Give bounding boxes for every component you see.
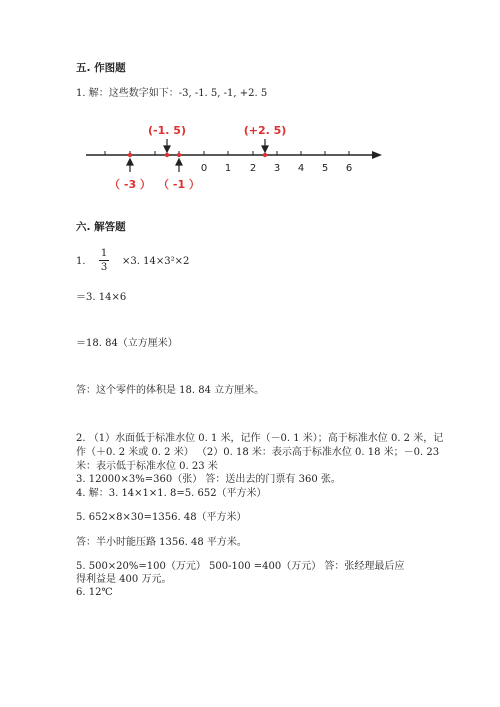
answer-6-4: 4. 解：3. 14×1×1. 8=5. 652（平方米） bbox=[76, 488, 267, 499]
answer-6-5b-line1: 5. 500×20%=100（万元） 500-100 =400（万元） 答：张经理最后应 bbox=[76, 561, 405, 572]
point-neg3 bbox=[128, 153, 132, 157]
tick-label-1: 1 bbox=[224, 163, 232, 174]
arrow-up-icon bbox=[127, 159, 133, 165]
answer-6-1-number: 1. bbox=[76, 256, 86, 267]
tick-label-3: 3 bbox=[273, 163, 281, 174]
arrow-down-icon bbox=[164, 146, 170, 152]
point-neg1 bbox=[177, 153, 181, 157]
tick-label-4: 4 bbox=[297, 163, 305, 174]
section-5-title: 五. 作图题 bbox=[76, 62, 126, 74]
tick-label-2: 2 bbox=[249, 163, 257, 174]
answer-6-5b-line2: 得利益是 400 万元。 bbox=[76, 574, 172, 585]
answer-6-1-step2: ＝18. 84（立方厘米） bbox=[76, 338, 178, 349]
number-line-arrow-icon bbox=[372, 151, 382, 159]
answer-6-2-line2: 作（＋0. 2 米或 0. 2 米） （2）0. 18 米：表示高于标准水位 0. 18 米；－0. 23 bbox=[76, 447, 440, 458]
fraction-denominator: 3 bbox=[100, 262, 108, 273]
tick-label-0: 0 bbox=[200, 163, 208, 174]
answer-6-1-expression: ×3. 14×3²×2 bbox=[122, 256, 190, 267]
label-pos2-5: (+2. 5) bbox=[243, 124, 287, 137]
answer-6-2-line1: 2. （1）水面低于标准水位 0. 1 米，记作（－0. 1 米）；高于标准水位 0. 2 米，记 bbox=[76, 433, 444, 444]
answer-6-5a-conclusion: 答：半小时能压路 1356. 48 平方米。 bbox=[76, 537, 247, 548]
fraction-bar bbox=[99, 260, 109, 261]
arrow-down-icon bbox=[262, 146, 268, 152]
number-line-figure bbox=[84, 120, 394, 200]
label-neg1-5: (-1. 5) bbox=[148, 124, 186, 137]
answer-6-2-line3: 米：表示低于标准水位 0. 23 米 bbox=[76, 461, 218, 472]
tick-label-6: 6 bbox=[345, 163, 353, 174]
section-6-title: 六. 解答题 bbox=[76, 221, 126, 233]
answer-6-3: 3. 12000×3%=360（张） 答：送出去的门票有 360 张。 bbox=[76, 474, 341, 485]
label-neg1: （ -1 ） bbox=[158, 178, 200, 191]
answer-6-1-conclusion: 答：这个零件的体积是 18. 84 立方厘米。 bbox=[76, 385, 265, 396]
label-neg3: （ -3 ） bbox=[109, 178, 151, 191]
arrow-up-icon bbox=[176, 159, 182, 165]
answer-6-1-step1: ＝3. 14×6 bbox=[76, 292, 127, 303]
point-pos2-5 bbox=[263, 153, 267, 157]
answer-6-5a: 5. 652×8×30=1356. 48（平方米） bbox=[76, 512, 247, 523]
answer-6-6: 6. 12℃ bbox=[76, 587, 113, 598]
answer-5-1: 1. 解：这些数字如下：-3, -1. 5, -1, +2. 5 bbox=[76, 88, 268, 99]
tick-label-5: 5 bbox=[321, 163, 329, 174]
point-neg1-5 bbox=[165, 153, 169, 157]
fraction-numerator: 1 bbox=[100, 248, 108, 259]
